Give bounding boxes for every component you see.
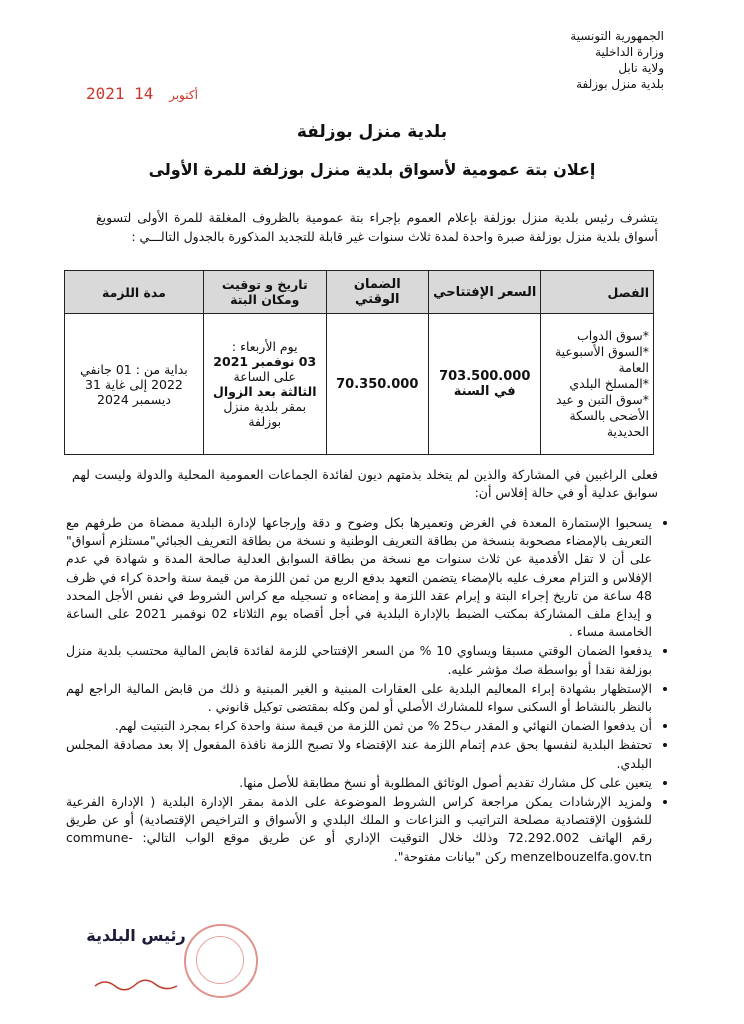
signature-scribble-icon xyxy=(91,976,181,992)
letterhead-municipality: بلدية منزل بوزلفة xyxy=(576,77,664,91)
list-item: • يدفعوا الضمان الوقتي مسبقا ويساوي 10 % من السعر الإفتتاحي للزمة لفائدة قابض المالية محتسب بلدية منزل بوزلفة نقدا أو بواسطة صك مؤشر عليه. xyxy=(66,642,652,678)
list-item: • يسحبوا الإستمارة المعدة في الغرض وتعميرها بكل وضوح و دقة وإرجاعها لإدارة البلدية ممضاة من طرفهم مع التعريف بالإمضاء مصحوبة بنسخة من بطاقة التعريف الوطنية و نسخة من بطاقة التعريف الجبائي"مستلزم أسواق" على أن لا تقل الأقدمية عن ثلاث سنوات مع نسخة من بطاقة السوابق العدلية صالحة المدة و شهادة في عدم الإفلاس و التزام معرف عليه بالإمضاء يتضمن التعهد بدفع الربع من ثمن اللزمة من قيمة سنة واحدة كراء في ظرف 48 ساعة من تاريخ إجراء البتة و إبرام عقد اللزمة و إمضاءه و تسجيله مع كراس الشروط في نفس الأجل المحدد و إيداع ملف المشاركة بمكتب الضبط بالإدارة البلدية في أجل أقصاه يوم الثلاثاء 02 نوفمبر 2021 على الساعة الخامسة مساء . xyxy=(66,514,652,641)
signature-title: رئيس البلدية xyxy=(86,926,186,945)
date-time-value: الثالثة بعد الزوال xyxy=(213,384,317,399)
list-item: • تحتفظ البلدية لنفسها بحق عدم إتمام اللزمة عند الإقتضاء ولا تصبح اللزمة نافذة المفعول إلا بعد مصادقة المجلس البلدي. xyxy=(66,736,652,772)
cell-duration: بداية من : 01 جانفي 2022 إلى غاية 31 ديسمبر 2024 xyxy=(65,314,204,455)
intro-paragraph: يتشرف رئيس بلدية منزل بوزلفة بإعلام العموم بإجراء بتة عمومية بالظروف المغلقة للمرة الأولى لتسويغ أسواق بلدية منزل بوزلفة صبرة واحدة لمدة ثلاث سنوات غير قابلة للتجديد المذكورة بالجدول التالـــي : xyxy=(96,210,658,244)
date-day: يوم الأربعاء : xyxy=(231,339,298,354)
market-item: *سوق الدواب xyxy=(577,328,649,343)
header-duration: مدة اللزمة xyxy=(65,271,204,314)
cell-markets xyxy=(541,314,654,455)
table-header-row xyxy=(65,271,654,314)
letterhead-republic: الجمهورية التونسية xyxy=(570,29,664,43)
letterhead xyxy=(404,28,664,92)
market-item: *سوق التبن و عيد الأضحى بالسكة الحديدية xyxy=(556,392,649,439)
announcement-subtitle: إعلان بتة عمومية لأسواق بلدية منزل بوزلفة للمرة الأولى xyxy=(148,160,596,179)
header-deposit: الضمان الوقتي xyxy=(326,271,428,314)
list-item: • أن يدفعوا الضمان النهائي و المقدر ب25 % من ثمن اللزمة من قيمة سنة واحدة كراء بمجرد التبتيت لهم. xyxy=(66,717,652,735)
date-time-label: على الساعة xyxy=(233,369,296,384)
stamp-year: 2021 xyxy=(86,84,125,103)
table-row xyxy=(65,314,654,455)
header-chapter: الفصل xyxy=(541,271,654,314)
date-place: بمقر بلدية منزل بوزلفة xyxy=(223,399,307,429)
cell-deposit: 70.350.000 xyxy=(326,314,428,455)
header-price: السعر الإفتتاحي xyxy=(428,271,541,314)
signature-mark xyxy=(66,976,206,995)
stamp-month: أكتوبر xyxy=(169,88,198,102)
letterhead-ministry: وزارة الداخلية xyxy=(595,45,664,59)
markets-table xyxy=(64,270,654,455)
letterhead-governorate: ولاية نابل xyxy=(618,61,664,75)
list-item: • ولمزيد الإرشادات يمكن مراجعة كراس الشروط الموضوعة على الذمة بمقر الإدارة البلدية ( الإدارة الفرعية للشؤون الإقتصادية مصلحة التراتيب و النزاعات و الملك البلدي و الأسواق و التراخيص الإقتصادية) أو عن طريق رقم الهاتف 72.292.002 وذلك خلال التوقيت الإداري أو عن طريق موقع الواب التالي: commune-menzelbouzelfa.gov.tn ركن "بيانات مفتوحة". xyxy=(66,793,652,866)
date-stamp xyxy=(86,84,204,103)
market-item: *المسلخ البلدي xyxy=(569,376,649,391)
header-date: تاريخ و توقيت ومكان البتة xyxy=(203,271,326,314)
cell-date xyxy=(203,314,326,455)
stamp-day: 14 xyxy=(134,84,154,103)
page-title: بلدية منزل بوزلفة xyxy=(296,122,448,142)
market-item: *السوق الأسبوعية العامة xyxy=(554,344,649,375)
list-item: • يتعين على كل مشارك تقديم أصول الوثائق المطلوبة أو نسخ مطابقة للأصل منها. xyxy=(66,774,652,792)
conditions-lead: فعلى الراغبين في المشاركة والذين لم يتخلد بذمتهم ديون لفائدة الجماعات العمومية المحلية والدولة وليست لهم سوابق عدلية أو في حالة إفلاس أن: xyxy=(72,467,658,500)
list-item: • الإستظهار بشهادة إبراء المعاليم البلدية على العقارات المبنية و الغير المبنية و ذلك من قابض المالية الراجع لهم بالنظر بالنشاط أو السكنى سواء للمشارك الأصلي أو لمن وكله بمقتضى توكيل قانوني . xyxy=(66,680,652,716)
date-value: 03 نوفمبر 2021 xyxy=(213,354,317,369)
conditions-list xyxy=(66,514,666,867)
cell-price: 703.500.000 في السنة xyxy=(428,314,541,455)
